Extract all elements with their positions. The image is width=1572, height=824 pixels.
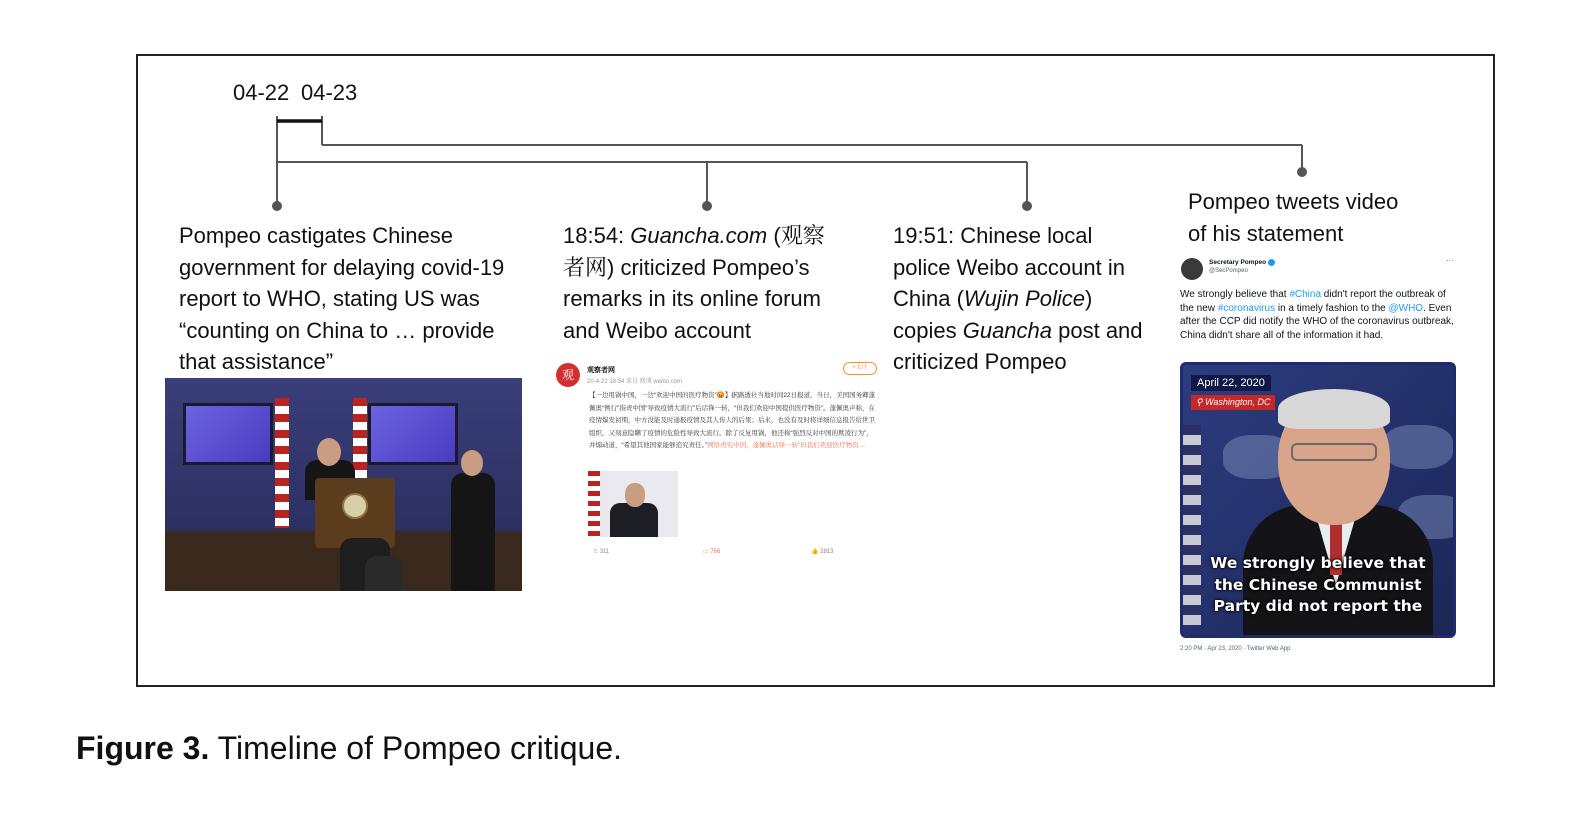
press-briefing-photo	[165, 378, 522, 591]
weibo-timestamp: 20-4-22 18:54 来自 微博 weibo.com	[587, 379, 683, 385]
event1-line2: government for delaying covid-19	[179, 254, 505, 280]
mention-who[interactable]: @WHO	[1388, 302, 1424, 314]
seal	[342, 493, 368, 519]
hashtag-coronavirus[interactable]: #coronavirus	[1217, 302, 1276, 314]
event1-line3: report to WHO, stating US was	[179, 286, 480, 311]
weibo-like-count[interactable]: 👍 2813	[811, 549, 834, 555]
tweet-video[interactable]	[1180, 362, 1456, 638]
video-caption-line2: the Chinese Communist	[1214, 575, 1422, 594]
location-pin-icon: ⚲	[1196, 397, 1206, 407]
event4-text	[1188, 186, 1458, 249]
weibo-video-thumbnail[interactable]	[588, 471, 678, 537]
weibo-post-body: 【一边甩锅中国，一边“欢迎中国的医疗物资”😡】据路透社当地时间22日报道，当日，美国国务卿蓬佩奥“例行”指责中国“导致疫情大流行”后话锋一转，“但我们欢迎中国提供医疗物资”。蓬佩奥声称，在疫情爆发初期，中方没能及时通报疫情及其人传人的后果；后来，也没有及时将详细信息报告给世卫组织，又刻意隐瞒了疫情的危险性导致大流行。除了反复甩锅，他还称“强烈反对中国的欺凌行为”，并煽动道，“希望其他国家能够追究责任。”网络责究中国，蓬佩奥话锋一转“但我们欢迎医疗物资…	[589, 392, 876, 450]
tweet-account-name[interactable]: Secretary Pompeo	[1209, 259, 1275, 266]
verified-badge-icon	[1268, 259, 1275, 266]
weibo-follow-button[interactable]: +关注	[843, 362, 877, 375]
event2-line2: 者网) criticized Pompeo’s	[563, 254, 810, 280]
weibo-repost-count[interactable]: ⇪ 311	[593, 549, 610, 555]
weibo-comment-count[interactable]: ▭ 766	[703, 549, 721, 555]
video-date-badge: April 22, 2020	[1191, 375, 1271, 391]
flag-left	[275, 398, 289, 528]
weibo-post	[553, 356, 879, 564]
event4-line1: Pompeo tweets video	[1188, 189, 1399, 214]
figure-caption	[76, 730, 622, 767]
repost-icon: ⇪	[593, 549, 600, 555]
video-caption	[1183, 553, 1453, 618]
weibo-avatar: 观	[556, 363, 580, 387]
event3-line5: criticized Pompeo	[893, 349, 1067, 374]
event3-line3: China (Wujin Police)	[893, 286, 1093, 311]
event4-line2: of his statement	[1188, 220, 1344, 246]
event3-dot	[1022, 201, 1032, 211]
screen-left	[183, 403, 273, 465]
tweet-handle[interactable]: @SecPompeo	[1209, 268, 1248, 274]
hashtag-china[interactable]: #China	[1289, 289, 1322, 300]
weibo-account-name: 观察者网	[587, 367, 615, 374]
event2-line4: and Weibo account	[563, 317, 751, 343]
video-caption-line1: We strongly believe that	[1210, 554, 1426, 572]
more-options-icon[interactable]: ···	[1446, 256, 1454, 265]
comment-icon: ▭	[703, 549, 711, 555]
figure-caption-text: Timeline of Pompeo critique.	[209, 730, 622, 766]
tweet-avatar[interactable]	[1181, 258, 1203, 280]
standing-aide	[451, 473, 495, 591]
tweet-text: We strongly believe that #China didn't report the outbreak of the new #coronavirus in a timely fashion to the @WHO. Even after the CCP did notify the WHO of the coronavirus outbreak, China didn't share all of the information it had.	[1180, 289, 1454, 341]
event3-line4: copies Guancha post and	[893, 317, 1143, 343]
video-caption-line3: Party did not report the	[1213, 597, 1423, 615]
event3-line2: police Weibo account in	[893, 254, 1125, 280]
video-location-badge: ⚲ Washington, DC	[1191, 395, 1275, 410]
figure-label: Figure 3.	[76, 730, 210, 766]
event2-dot	[702, 201, 712, 211]
thumbs-up-icon: 👍	[811, 549, 821, 555]
event1-line4: “counting on China to … provide	[179, 317, 495, 343]
event3-text	[893, 220, 1168, 378]
event1-text	[179, 220, 549, 378]
event2-line3: remarks in its online forum	[563, 286, 821, 311]
event1-line5: that assistance”	[179, 349, 334, 374]
event1-line1: Pompeo castigates Chinese	[179, 223, 453, 248]
tweet-card	[1176, 252, 1464, 656]
timeline-date-start: 04-22	[233, 80, 290, 105]
event2-line1: 18:54: Guancha.com (观察	[563, 223, 825, 248]
timeline-date-end: 04-23	[301, 80, 358, 105]
event2-text	[563, 220, 863, 346]
event1-dot	[272, 201, 282, 211]
weibo-link[interactable]: 网络责究中国，蓬佩奥话锋一转“但我们欢迎医疗物资…	[707, 442, 866, 450]
event3-line1: 19:51: Chinese local	[893, 223, 1093, 248]
event4-dot	[1297, 167, 1307, 177]
screen-right	[368, 403, 458, 465]
tweet-timestamp: 2:20 PM · Apr 23, 2020 · Twitter Web App	[1180, 646, 1291, 652]
